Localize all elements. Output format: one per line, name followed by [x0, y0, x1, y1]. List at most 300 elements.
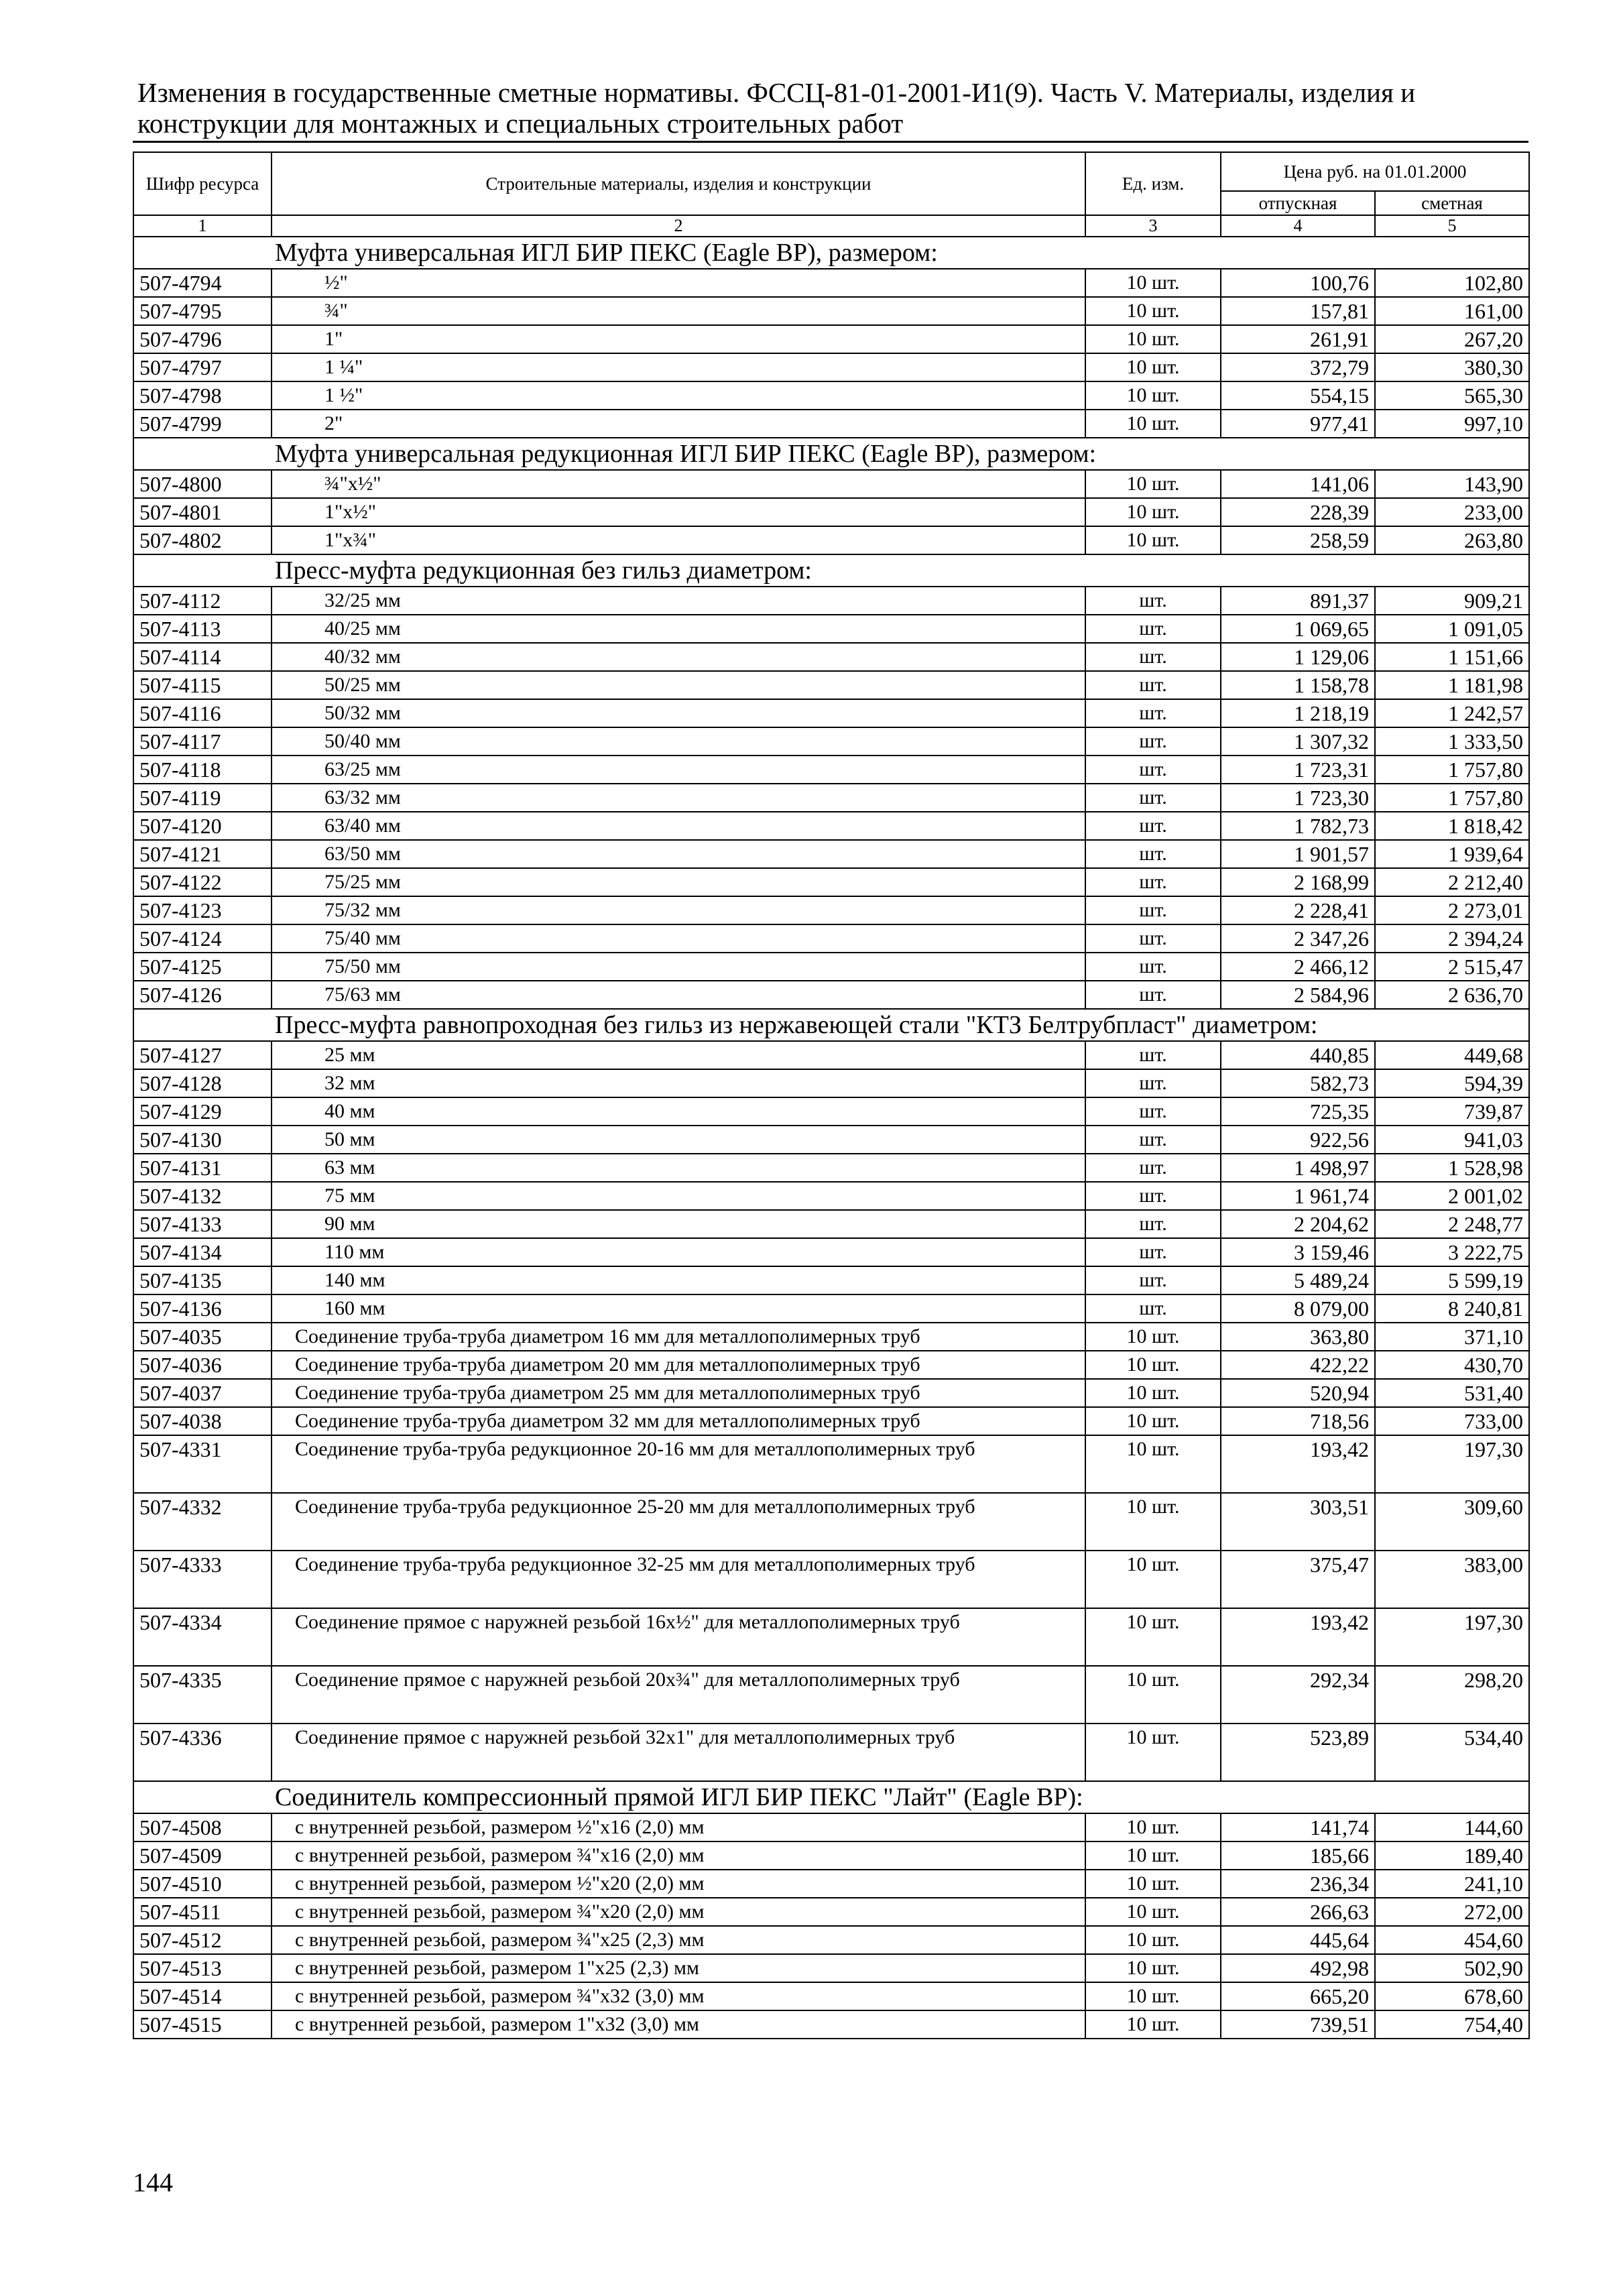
estimate-price-cell: 309,60	[1375, 1493, 1529, 1551]
resource-code-cell: 507-4332	[133, 1493, 272, 1551]
table-row	[133, 1813, 1529, 1841]
estimate-price-cell: 733,00	[1375, 1407, 1529, 1435]
release-price-cell: 303,51	[1221, 1493, 1375, 1551]
unit-cell: шт.	[1085, 756, 1221, 784]
table-row	[133, 840, 1529, 868]
unit-cell: 10 шт.	[1085, 1608, 1221, 1666]
resource-code-cell: 507-4798	[133, 381, 272, 410]
resource-code-cell: 507-4333	[133, 1551, 272, 1608]
table-row	[133, 981, 1529, 1009]
unit-cell: шт.	[1085, 699, 1221, 727]
unit-cell: шт.	[1085, 1238, 1221, 1266]
unit-cell: шт.	[1085, 812, 1221, 840]
estimate-price-cell: 189,40	[1375, 1841, 1529, 1870]
unit-cell: 10 шт.	[1085, 1870, 1221, 1898]
release-price-cell: 193,42	[1221, 1435, 1375, 1493]
release-price-cell: 261,91	[1221, 325, 1375, 353]
material-name-cell: 40/25 мм	[272, 615, 1085, 643]
material-name-cell: 75/25 мм	[272, 868, 1085, 896]
table-row	[133, 1041, 1529, 1069]
estimate-price-cell: 534,40	[1375, 1724, 1529, 1781]
release-price-cell: 422,22	[1221, 1351, 1375, 1379]
table-row	[133, 1982, 1529, 2010]
material-name-cell: Соединение труба-труба диаметром 16 мм для металлополимерных труб	[272, 1323, 1085, 1351]
resource-code-cell: 507-4136	[133, 1294, 272, 1323]
release-price-cell: 185,66	[1221, 1841, 1375, 1870]
estimate-price-cell: 2 212,40	[1375, 868, 1529, 896]
material-name-cell: 50/32 мм	[272, 699, 1085, 727]
estimate-price-cell: 1 939,64	[1375, 840, 1529, 868]
resource-code-cell: 507-4123	[133, 896, 272, 924]
estimate-price-cell: 1 181,98	[1375, 671, 1529, 699]
unit-cell: шт.	[1085, 981, 1221, 1009]
material-name-cell: 75 мм	[272, 1182, 1085, 1210]
resource-code-cell: 507-4035	[133, 1323, 272, 1351]
resource-code-cell: 507-4121	[133, 840, 272, 868]
resource-code-cell: 507-4515	[133, 2010, 272, 2039]
estimate-price-cell: 1 333,50	[1375, 727, 1529, 756]
release-price-cell: 2 466,12	[1221, 953, 1375, 981]
release-price-cell: 3 159,46	[1221, 1238, 1375, 1266]
resource-code-cell: 507-4797	[133, 353, 272, 381]
material-name-cell: 1"	[272, 325, 1085, 353]
release-price-cell: 1 723,30	[1221, 784, 1375, 812]
column-header-price: Цена руб. на 01.01.2000	[1221, 152, 1529, 191]
unit-cell: шт.	[1085, 1154, 1221, 1182]
resource-code-cell: 507-4036	[133, 1351, 272, 1379]
table-row	[133, 784, 1529, 812]
release-price-cell: 1 307,32	[1221, 727, 1375, 756]
table-row	[133, 615, 1529, 643]
resource-code-cell: 507-4133	[133, 1210, 272, 1238]
unit-cell: 10 шт.	[1085, 1666, 1221, 1724]
estimate-price-cell: 739,87	[1375, 1097, 1529, 1126]
unit-cell: 10 шт.	[1085, 1551, 1221, 1608]
header-divider	[133, 141, 1528, 143]
table-row	[133, 1351, 1529, 1379]
table-row	[133, 325, 1529, 353]
estimate-price-cell: 502,90	[1375, 1954, 1529, 1982]
resource-code-cell: 507-4510	[133, 1870, 272, 1898]
table-row	[133, 1926, 1529, 1954]
resource-code-cell: 507-4116	[133, 699, 272, 727]
resource-code-cell: 507-4126	[133, 981, 272, 1009]
estimate-price-cell: 531,40	[1375, 1379, 1529, 1407]
release-price-cell: 5 489,24	[1221, 1266, 1375, 1294]
resource-code-cell: 507-4114	[133, 643, 272, 671]
release-price-cell: 440,85	[1221, 1041, 1375, 1069]
material-name-cell: 2"	[272, 410, 1085, 438]
estimate-price-cell: 2 394,24	[1375, 924, 1529, 953]
unit-cell: шт.	[1085, 924, 1221, 953]
release-price-cell: 193,42	[1221, 1608, 1375, 1666]
release-price-cell: 582,73	[1221, 1069, 1375, 1097]
estimate-price-cell: 1 091,05	[1375, 615, 1529, 643]
estimate-price-cell: 263,80	[1375, 526, 1529, 554]
section-title: Пресс-муфта редукционная без гильз диаметром:	[133, 554, 1529, 587]
resource-code-cell: 507-4513	[133, 1954, 272, 1982]
resource-code-cell: 507-4799	[133, 410, 272, 438]
unit-cell: шт.	[1085, 671, 1221, 699]
material-name-cell: 1 ½"	[272, 381, 1085, 410]
resource-code-cell: 507-4129	[133, 1097, 272, 1126]
unit-cell: шт.	[1085, 1041, 1221, 1069]
release-price-cell: 739,51	[1221, 2010, 1375, 2039]
unit-cell: 10 шт.	[1085, 1493, 1221, 1551]
release-price-cell: 1 158,78	[1221, 671, 1375, 699]
release-price-cell: 520,94	[1221, 1379, 1375, 1407]
unit-cell: шт.	[1085, 784, 1221, 812]
release-price-cell: 375,47	[1221, 1551, 1375, 1608]
material-name-cell: Соединение труба-труба диаметром 25 мм для металлополимерных труб	[272, 1379, 1085, 1407]
unit-cell: шт.	[1085, 1182, 1221, 1210]
material-name-cell: Соединение труба-труба диаметром 32 мм для металлополимерных труб	[272, 1407, 1085, 1435]
unit-cell: 10 шт.	[1085, 1323, 1221, 1351]
resource-code-cell: 507-4132	[133, 1182, 272, 1210]
material-name-cell: 50 мм	[272, 1126, 1085, 1154]
table-row	[133, 1407, 1529, 1435]
unit-cell: 10 шт.	[1085, 526, 1221, 554]
resource-code-cell: 507-4134	[133, 1238, 272, 1266]
unit-cell: шт.	[1085, 587, 1221, 615]
unit-cell: шт.	[1085, 643, 1221, 671]
column-number: 5	[1375, 215, 1529, 237]
estimate-price-cell: 233,00	[1375, 498, 1529, 526]
estimate-price-cell: 941,03	[1375, 1126, 1529, 1154]
release-price-cell: 1 961,74	[1221, 1182, 1375, 1210]
section-header-row	[133, 438, 1529, 470]
unit-cell: 10 шт.	[1085, 1898, 1221, 1926]
unit-cell: 10 шт.	[1085, 1982, 1221, 2010]
section-header-row	[133, 1781, 1529, 1813]
release-price-cell: 665,20	[1221, 1982, 1375, 2010]
material-name-cell: Соединение прямое с наружней резьбой 32х1" для металлополимерных труб	[272, 1724, 1085, 1781]
estimate-price-cell: 272,00	[1375, 1898, 1529, 1926]
table-row	[133, 526, 1529, 554]
table-row	[133, 1898, 1529, 1926]
table-row	[133, 470, 1529, 498]
unit-cell: 10 шт.	[1085, 410, 1221, 438]
release-price-cell: 157,81	[1221, 297, 1375, 325]
material-name-cell: Соединение труба-труба редукционное 32-25 мм для металлополимерных труб	[272, 1551, 1085, 1608]
resource-code-cell: 507-4130	[133, 1126, 272, 1154]
release-price-cell: 228,39	[1221, 498, 1375, 526]
unit-cell: 10 шт.	[1085, 269, 1221, 297]
unit-cell: 10 шт.	[1085, 1407, 1221, 1435]
release-price-cell: 1 901,57	[1221, 840, 1375, 868]
resource-code-cell: 507-4511	[133, 1898, 272, 1926]
unit-cell: 10 шт.	[1085, 1954, 1221, 1982]
release-price-cell: 2 204,62	[1221, 1210, 1375, 1238]
table-row	[133, 1435, 1529, 1493]
table-row	[133, 1551, 1529, 1608]
release-price-cell: 363,80	[1221, 1323, 1375, 1351]
release-price-cell: 2 347,26	[1221, 924, 1375, 953]
table-row	[133, 353, 1529, 381]
material-name-cell: 75/40 мм	[272, 924, 1085, 953]
estimate-price-cell: 241,10	[1375, 1870, 1529, 1898]
column-number: 3	[1085, 215, 1221, 237]
table-row	[133, 297, 1529, 325]
table-row	[133, 1666, 1529, 1724]
price-table	[133, 152, 1530, 2039]
unit-cell: шт.	[1085, 1210, 1221, 1238]
unit-cell: шт.	[1085, 1097, 1221, 1126]
estimate-price-cell: 2 273,01	[1375, 896, 1529, 924]
estimate-price-cell: 1 757,80	[1375, 756, 1529, 784]
resource-code-cell: 507-4128	[133, 1069, 272, 1097]
material-name-cell: 75/32 мм	[272, 896, 1085, 924]
material-name-cell: Соединение труба-труба редукционное 25-20 мм для металлополимерных труб	[272, 1493, 1085, 1551]
table-row	[133, 1097, 1529, 1126]
resource-code-cell: 507-4117	[133, 727, 272, 756]
unit-cell: шт.	[1085, 1266, 1221, 1294]
table-row	[133, 1069, 1529, 1097]
table-row	[133, 1210, 1529, 1238]
estimate-price-cell: 997,10	[1375, 410, 1529, 438]
estimate-price-cell: 161,00	[1375, 297, 1529, 325]
unit-cell: 10 шт.	[1085, 470, 1221, 498]
release-price-cell: 100,76	[1221, 269, 1375, 297]
column-number: 4	[1221, 215, 1375, 237]
estimate-price-cell: 454,60	[1375, 1926, 1529, 1954]
material-name-cell: 160 мм	[272, 1294, 1085, 1323]
table-row	[133, 953, 1529, 981]
table-row	[133, 1841, 1529, 1870]
table-row	[133, 1323, 1529, 1351]
release-price-cell: 266,63	[1221, 1898, 1375, 1926]
material-name-cell: 110 мм	[272, 1238, 1085, 1266]
release-price-cell: 141,74	[1221, 1813, 1375, 1841]
unit-cell: 10 шт.	[1085, 1841, 1221, 1870]
estimate-price-cell: 1 528,98	[1375, 1154, 1529, 1182]
resource-code-cell: 507-4334	[133, 1608, 272, 1666]
section-title: Муфта универсальная редукционная ИГЛ БИР ПЕКС (Eagle BP), размером:	[133, 438, 1529, 470]
resource-code-cell: 507-4508	[133, 1813, 272, 1841]
table-row	[133, 410, 1529, 438]
section-header-row	[133, 1009, 1529, 1041]
table-row	[133, 1154, 1529, 1182]
resource-code-cell: 507-4800	[133, 470, 272, 498]
resource-code-cell: 507-4131	[133, 1154, 272, 1182]
resource-code-cell: 507-4113	[133, 615, 272, 643]
estimate-price-cell: 371,10	[1375, 1323, 1529, 1351]
unit-cell: шт.	[1085, 868, 1221, 896]
table-row	[133, 1182, 1529, 1210]
page-header: Изменения в государственные сметные нормативы. ФССЦ-81-01-2001-И1(9). Часть V. Материалы, изделия и конструкции для монтажных и специальных строительных работ	[137, 77, 1416, 139]
column-header-unit: Ед. изм.	[1085, 152, 1221, 215]
resource-code-cell: 507-4127	[133, 1041, 272, 1069]
estimate-price-cell: 594,39	[1375, 1069, 1529, 1097]
unit-cell: 10 шт.	[1085, 1379, 1221, 1407]
resource-code-cell: 507-4038	[133, 1407, 272, 1435]
material-name-cell: 1 ¼"	[272, 353, 1085, 381]
section-header-row	[133, 237, 1529, 269]
release-price-cell: 2 584,96	[1221, 981, 1375, 1009]
material-name-cell: с внутренней резьбой, размером 1"х32 (3,0) мм	[272, 2010, 1085, 2039]
release-price-cell: 725,35	[1221, 1097, 1375, 1126]
table-row	[133, 1954, 1529, 1982]
table-body	[133, 237, 1529, 2039]
estimate-price-cell: 678,60	[1375, 1982, 1529, 2010]
table-row	[133, 498, 1529, 526]
section-title: Муфта универсальная ИГЛ БИР ПЕКС (Eagle BP), размером:	[133, 237, 1529, 269]
estimate-price-cell: 8 240,81	[1375, 1294, 1529, 1323]
release-price-cell: 554,15	[1221, 381, 1375, 410]
unit-cell: шт.	[1085, 953, 1221, 981]
release-price-cell: 141,06	[1221, 470, 1375, 498]
resource-code-cell: 507-4115	[133, 671, 272, 699]
table-row	[133, 1870, 1529, 1898]
resource-code-cell: 507-4514	[133, 1982, 272, 2010]
estimate-price-cell: 754,40	[1375, 2010, 1529, 2039]
resource-code-cell: 507-4122	[133, 868, 272, 896]
release-price-cell: 523,89	[1221, 1724, 1375, 1781]
resource-code-cell: 507-4120	[133, 812, 272, 840]
resource-code-cell: 507-4037	[133, 1379, 272, 1407]
unit-cell: шт.	[1085, 840, 1221, 868]
release-price-cell: 977,41	[1221, 410, 1375, 438]
material-name-cell: ½"	[272, 269, 1085, 297]
release-price-cell: 1 218,19	[1221, 699, 1375, 727]
material-name-cell: 75/63 мм	[272, 981, 1085, 1009]
table-row	[133, 269, 1529, 297]
release-price-cell: 8 079,00	[1221, 1294, 1375, 1323]
material-name-cell: 40/32 мм	[272, 643, 1085, 671]
material-name-cell: 32 мм	[272, 1069, 1085, 1097]
column-header-code: Шифр ресурса	[133, 152, 272, 215]
estimate-price-cell: 383,00	[1375, 1551, 1529, 1608]
material-name-cell: 63/50 мм	[272, 840, 1085, 868]
release-price-cell: 922,56	[1221, 1126, 1375, 1154]
estimate-price-cell: 197,30	[1375, 1608, 1529, 1666]
material-name-cell: 50/25 мм	[272, 671, 1085, 699]
material-name-cell: 90 мм	[272, 1210, 1085, 1238]
unit-cell: 10 шт.	[1085, 2010, 1221, 2039]
column-number: 2	[272, 215, 1085, 237]
estimate-price-cell: 2 636,70	[1375, 981, 1529, 1009]
release-price-cell: 891,37	[1221, 587, 1375, 615]
unit-cell: 10 шт.	[1085, 325, 1221, 353]
material-name-cell: 40 мм	[272, 1097, 1085, 1126]
table-row	[133, 381, 1529, 410]
resource-code-cell: 507-4512	[133, 1926, 272, 1954]
estimate-price-cell: 102,80	[1375, 269, 1529, 297]
column-header-name: Строительные материалы, изделия и конструкции	[272, 152, 1085, 215]
unit-cell: 10 шт.	[1085, 1926, 1221, 1954]
material-name-cell: 75/50 мм	[272, 953, 1085, 981]
resource-code-cell: 507-4135	[133, 1266, 272, 1294]
release-price-cell: 292,34	[1221, 1666, 1375, 1724]
release-price-cell: 718,56	[1221, 1407, 1375, 1435]
release-price-cell: 445,64	[1221, 1926, 1375, 1954]
material-name-cell: с внутренней резьбой, размером ½"х20 (2,0) мм	[272, 1870, 1085, 1898]
column-number: 1	[133, 215, 272, 237]
resource-code-cell: 507-4118	[133, 756, 272, 784]
unit-cell: 10 шт.	[1085, 381, 1221, 410]
estimate-price-cell: 909,21	[1375, 587, 1529, 615]
column-header-release: отпускная	[1221, 191, 1375, 215]
resource-code-cell: 507-4801	[133, 498, 272, 526]
release-price-cell: 258,59	[1221, 526, 1375, 554]
estimate-price-cell: 2 248,77	[1375, 1210, 1529, 1238]
table-row	[133, 643, 1529, 671]
table-row	[133, 1493, 1529, 1551]
table-row	[133, 1379, 1529, 1407]
unit-cell: шт.	[1085, 1294, 1221, 1323]
unit-cell: 10 шт.	[1085, 297, 1221, 325]
resource-code-cell: 507-4796	[133, 325, 272, 353]
estimate-price-cell: 197,30	[1375, 1435, 1529, 1493]
estimate-price-cell: 298,20	[1375, 1666, 1529, 1724]
resource-code-cell: 507-4112	[133, 587, 272, 615]
unit-cell: шт.	[1085, 1126, 1221, 1154]
resource-code-cell: 507-4794	[133, 269, 272, 297]
table-row	[133, 1266, 1529, 1294]
section-title: Пресс-муфта равнопроходная без гильз из нержавеющей стали "КТЗ Белтрубпласт" диаметром:	[133, 1009, 1529, 1041]
table-row	[133, 868, 1529, 896]
estimate-price-cell: 380,30	[1375, 353, 1529, 381]
estimate-price-cell: 143,90	[1375, 470, 1529, 498]
estimate-price-cell: 2 515,47	[1375, 953, 1529, 981]
estimate-price-cell: 449,68	[1375, 1041, 1529, 1069]
material-name-cell: Соединение прямое с наружней резьбой 20х¾" для металлополимерных труб	[272, 1666, 1085, 1724]
material-name-cell: с внутренней резьбой, размером ¾"х20 (2,0) мм	[272, 1898, 1085, 1926]
estimate-price-cell: 430,70	[1375, 1351, 1529, 1379]
material-name-cell: Соединение труба-труба диаметром 20 мм для металлополимерных труб	[272, 1351, 1085, 1379]
resource-code-cell: 507-4124	[133, 924, 272, 953]
release-price-cell: 236,34	[1221, 1870, 1375, 1898]
estimate-price-cell: 5 599,19	[1375, 1266, 1529, 1294]
estimate-price-cell: 1 818,42	[1375, 812, 1529, 840]
table-row	[133, 756, 1529, 784]
material-name-cell: ¾"х½"	[272, 470, 1085, 498]
table-row	[133, 699, 1529, 727]
material-name-cell: 50/40 мм	[272, 727, 1085, 756]
unit-cell: шт.	[1085, 727, 1221, 756]
unit-cell: шт.	[1085, 1069, 1221, 1097]
release-price-cell: 1 782,73	[1221, 812, 1375, 840]
section-header-row	[133, 554, 1529, 587]
table-row	[133, 671, 1529, 699]
table-row	[133, 1608, 1529, 1666]
table-row	[133, 727, 1529, 756]
estimate-price-cell: 565,30	[1375, 381, 1529, 410]
material-name-cell: с внутренней резьбой, размером ¾"х16 (2,0) мм	[272, 1841, 1085, 1870]
resource-code-cell: 507-4802	[133, 526, 272, 554]
release-price-cell: 2 228,41	[1221, 896, 1375, 924]
table-row	[133, 1294, 1529, 1323]
material-name-cell: 25 мм	[272, 1041, 1085, 1069]
table-row	[133, 1724, 1529, 1781]
estimate-price-cell: 2 001,02	[1375, 1182, 1529, 1210]
release-price-cell: 1 723,31	[1221, 756, 1375, 784]
estimate-price-cell: 267,20	[1375, 325, 1529, 353]
unit-cell: 10 шт.	[1085, 1724, 1221, 1781]
resource-code-cell: 507-4125	[133, 953, 272, 981]
estimate-price-cell: 3 222,75	[1375, 1238, 1529, 1266]
page-number: 144	[133, 2167, 173, 2197]
estimate-price-cell: 144,60	[1375, 1813, 1529, 1841]
resource-code-cell: 507-4509	[133, 1841, 272, 1870]
material-name-cell: 32/25 мм	[272, 587, 1085, 615]
release-price-cell: 1 498,97	[1221, 1154, 1375, 1182]
material-name-cell: 1"х¾"	[272, 526, 1085, 554]
material-name-cell: с внутренней резьбой, размером 1"х25 (2,3) мм	[272, 1954, 1085, 1982]
release-price-cell: 1 129,06	[1221, 643, 1375, 671]
table-row	[133, 1238, 1529, 1266]
material-name-cell: 1"х½"	[272, 498, 1085, 526]
